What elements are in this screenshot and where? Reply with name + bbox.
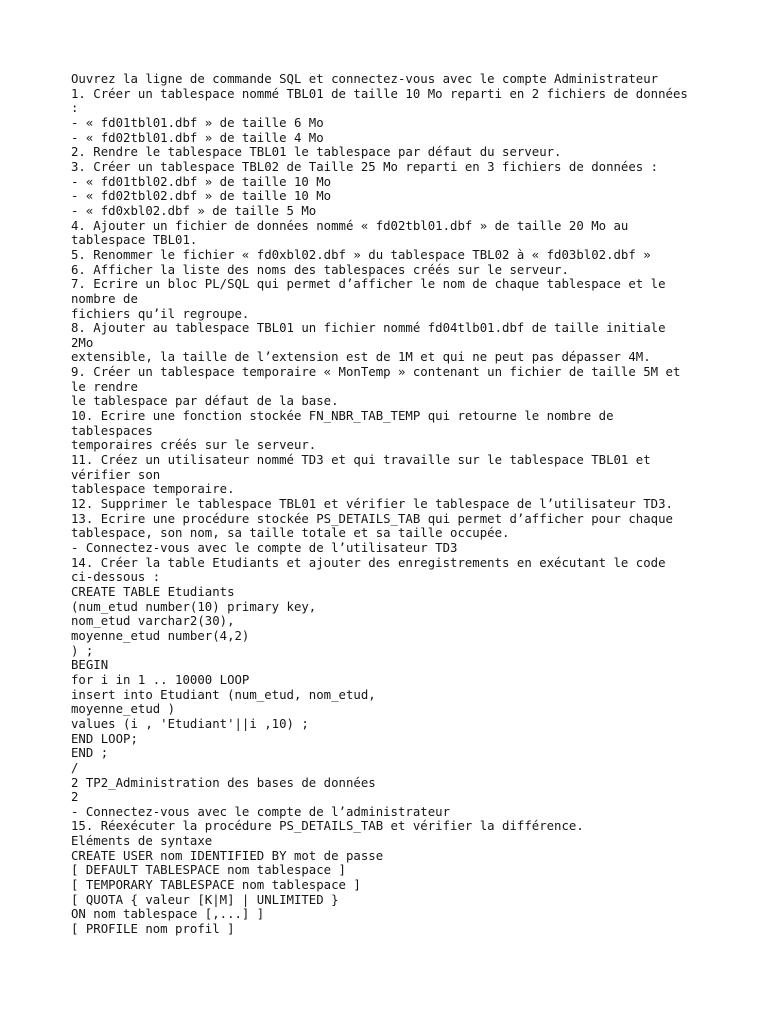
- text-line: END ;: [71, 746, 109, 761]
- text-line: tablespace TBL01.: [71, 233, 198, 248]
- text-line: ON nom tablespace [,...] ]: [71, 907, 265, 922]
- text-line: [ TEMPORARY TABLESPACE nom tablespace ]: [71, 878, 361, 893]
- text-line: [ DEFAULT TABLESPACE nom tablespace ]: [71, 863, 346, 878]
- text-line: - « fd02tbl02.dbf » de taille 10 Mo: [71, 189, 332, 204]
- text-line: extensible, la taille de l’extension est de 1M et qui ne peut pas dépasser 4M.: [71, 350, 651, 365]
- text-line: temporaires créés sur le serveur.: [71, 438, 317, 453]
- text-line: [ PROFILE nom profil ]: [71, 922, 235, 937]
- text-line: 2. Rendre le tablespace TBL01 le tablespace par défaut du serveur.: [71, 145, 562, 160]
- text-line: 2: [71, 790, 79, 805]
- text-line: le rendre: [71, 379, 138, 394]
- text-line: CREATE USER nom IDENTIFIED BY mot de passe: [71, 848, 384, 863]
- text-line: moyenne_etud ): [71, 702, 176, 717]
- text-line: CREATE TABLE Etudiants: [71, 584, 235, 599]
- text-line: (num_etud number(10) primary key,: [71, 599, 317, 614]
- text-line: ci-dessous :: [71, 570, 161, 585]
- text-line: Eléments de syntaxe: [71, 834, 213, 849]
- text-line: 13. Ecrire une procédure stockée PS_DETAILS_TAB qui permet d’afficher pour chaque: [71, 511, 673, 526]
- text-line: - « fd02tbl01.dbf » de taille 4 Mo: [71, 130, 324, 145]
- text-line: 8. Ajouter au tablespace TBL01 un fichier nommé fd04tlb01.dbf de taille initiale: [71, 321, 666, 336]
- text-line: 9. Créer un tablespace temporaire « MonTemp » contenant un fichier de taille 5M et: [71, 365, 681, 380]
- text-line: le tablespace par défaut de la base.: [71, 394, 339, 409]
- text-line: vérifier son: [71, 467, 161, 482]
- text-line: 5. Renommer le fichier « fd0xbl02.dbf » du tablespace TBL02 à « fd03bl02.dbf »: [71, 247, 651, 262]
- text-line: tablespaces: [71, 423, 153, 438]
- text-line: moyenne_etud number(4,2): [71, 628, 250, 643]
- document-text: [71, 72, 768, 937]
- text-line: 2 TP2_Administration des bases de données: [71, 775, 376, 790]
- text-line: nom_etud varchar2(30),: [71, 614, 235, 629]
- text-line: - « fd01tbl01.dbf » de taille 6 Mo: [71, 115, 324, 130]
- text-line: 15. Réexécuter la procédure PS_DETAILS_TAB et vérifier la différence.: [71, 819, 584, 834]
- text-line: /: [71, 760, 79, 775]
- text-line: [ QUOTA { valeur [K|M] | UNLIMITED }: [71, 892, 339, 907]
- text-line: :: [71, 101, 79, 116]
- text-line: 2Mo: [71, 335, 94, 350]
- text-line: for i in 1 .. 10000 LOOP: [71, 672, 250, 687]
- text-line: 7. Ecrire un bloc PL/SQL qui permet d’afficher le nom de chaque tablespace et le: [71, 277, 666, 292]
- text-line: tablespace, son nom, sa taille totale et sa taille occupée.: [71, 526, 510, 541]
- text-line: - Connectez-vous avec le compte de l’administrateur: [71, 804, 451, 819]
- text-line: nombre de: [71, 291, 138, 306]
- text-line: - « fd01tbl02.dbf » de taille 10 Mo: [71, 174, 332, 189]
- text-line: insert into Etudiant (num_etud, nom_etud,: [71, 687, 376, 702]
- text-line: ) ;: [71, 643, 94, 658]
- text-line: - « fd0xbl02.dbf » de taille 5 Mo: [71, 203, 317, 218]
- text-line: 11. Créez un utilisateur nommé TD3 et qui travaille sur le tablespace TBL01 et: [71, 453, 651, 468]
- text-line: 10. Ecrire une fonction stockée FN_NBR_TAB_TEMP qui retourne le nombre de: [71, 409, 614, 424]
- text-line: 1. Créer un tablespace nommé TBL01 de taille 10 Mo reparti en 2 fichiers de données: [71, 86, 688, 101]
- text-line: 12. Supprimer le tablespace TBL01 et vérifier le tablespace de l’utilisateur TD3.: [71, 497, 673, 512]
- text-line: tablespace temporaire.: [71, 482, 235, 497]
- text-line: 14. Créer la table Etudiants et ajouter des enregistrements en exécutant le code: [71, 555, 666, 570]
- text-line: Ouvrez la ligne de commande SQL et connectez-vous avec le compte Administrateur: [71, 72, 659, 86]
- text-line: values (i , 'Etudiant'||i ,10) ;: [71, 716, 309, 731]
- text-line: fichiers qu’il regroupe.: [71, 306, 250, 321]
- text-line: 6. Afficher la liste des noms des tablespaces créés sur le serveur.: [71, 262, 569, 277]
- text-line: 3. Créer un tablespace TBL02 de Taille 25 Mo reparti en 3 fichiers de données :: [71, 159, 659, 174]
- text-line: END LOOP;: [71, 731, 138, 746]
- text-line: 4. Ajouter un fichier de données nommé « fd02tbl01.dbf » de taille 20 Mo au: [71, 218, 629, 233]
- text-line: BEGIN: [71, 658, 109, 673]
- text-line: - Connectez-vous avec le compte de l’utilisateur TD3: [71, 541, 458, 555]
